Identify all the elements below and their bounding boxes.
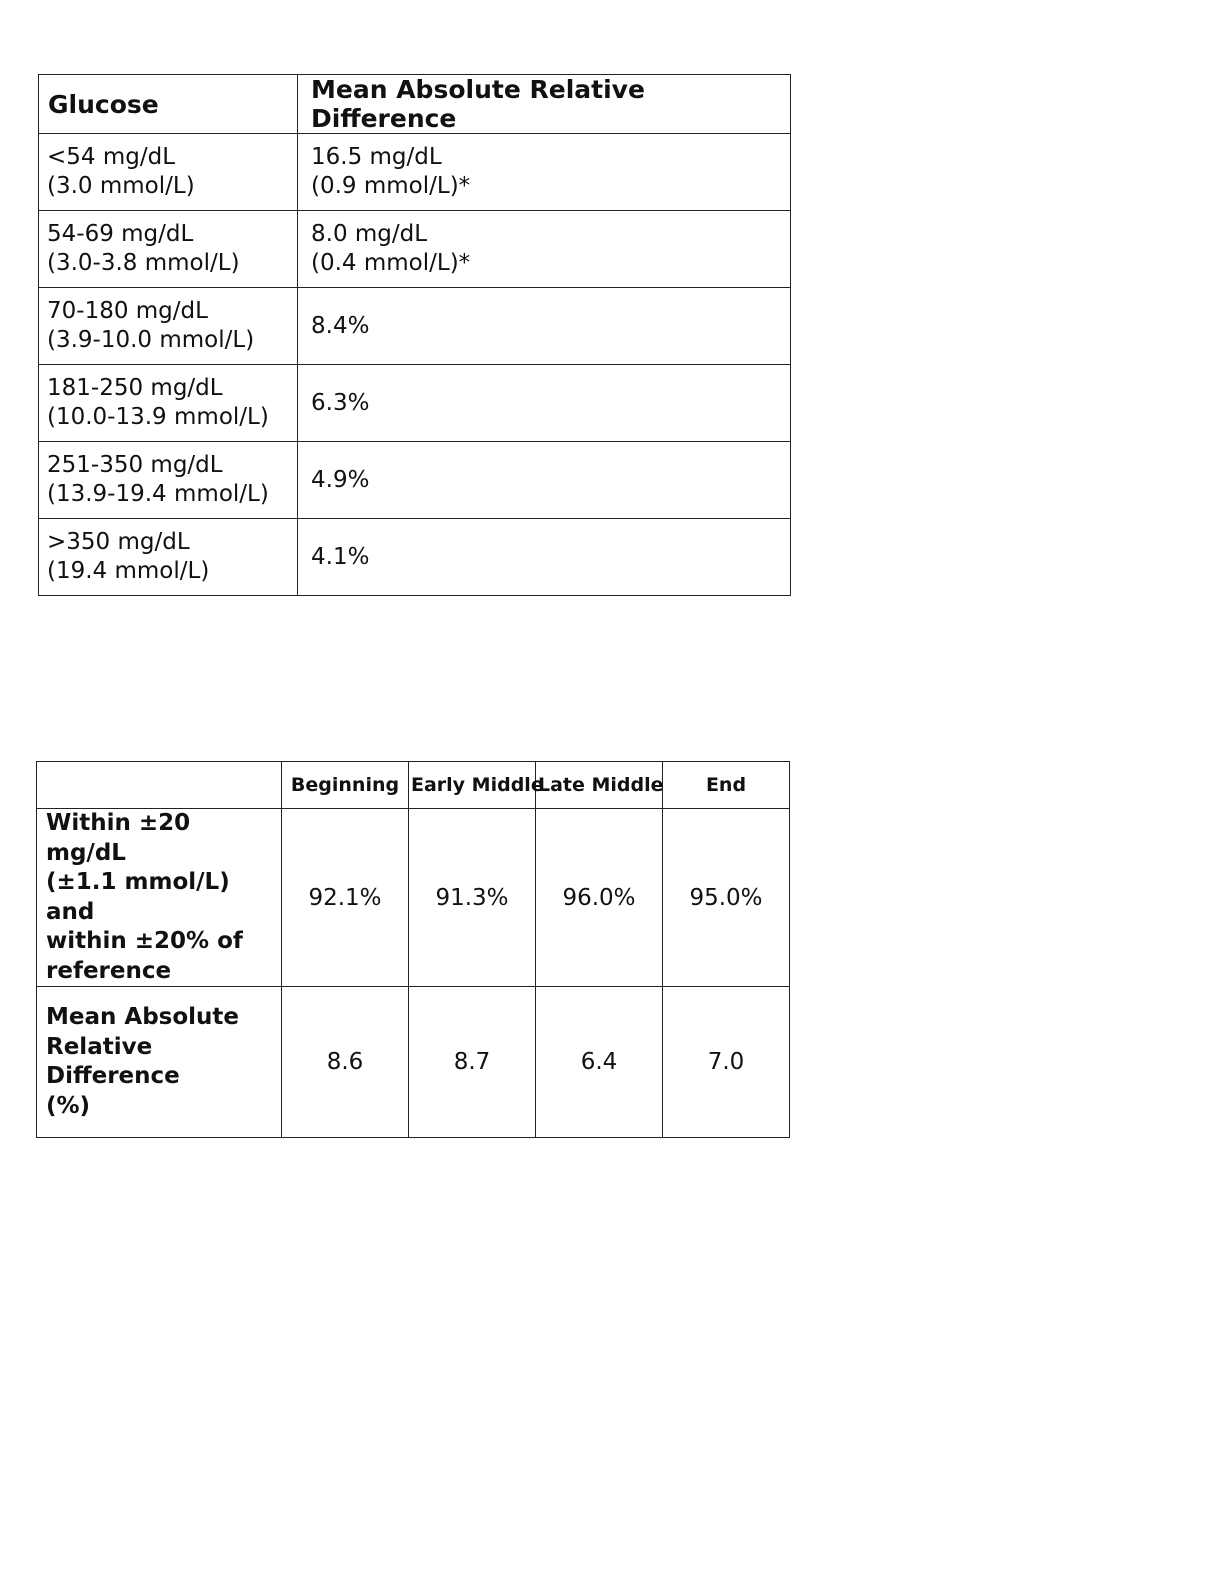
accuracy-by-wear-period-table bbox=[36, 761, 790, 1138]
glucose-range-cell bbox=[39, 442, 298, 519]
label-line: (%) bbox=[46, 1092, 91, 1119]
value-line1: 4.9% bbox=[311, 466, 370, 493]
header-empty bbox=[37, 762, 282, 809]
value-line1: 16.5 mg/dL bbox=[311, 144, 442, 170]
value-early-middle: 91.3% bbox=[409, 809, 536, 987]
mard-value-cell bbox=[298, 519, 791, 596]
label-line: Difference bbox=[46, 1063, 180, 1089]
mard-value-cell bbox=[298, 211, 791, 288]
table-row bbox=[37, 809, 790, 987]
range-mmol: (13.9-19.4 mmol/L) bbox=[47, 481, 269, 507]
table-header-row bbox=[37, 762, 790, 809]
row-label-mard bbox=[37, 987, 282, 1138]
table-row bbox=[37, 987, 790, 1138]
range-mmol: (3.0 mmol/L) bbox=[47, 173, 195, 199]
table-row bbox=[39, 365, 791, 442]
mard-value-cell bbox=[298, 134, 791, 211]
value-line2: (0.4 mmol/L)* bbox=[311, 250, 471, 276]
value-line1: 4.1% bbox=[311, 543, 370, 570]
label-line: within ±20% of bbox=[46, 928, 243, 954]
header-end: End bbox=[663, 762, 790, 809]
range-mg: 251-350 mg/dL bbox=[47, 452, 223, 478]
range-mmol: (3.9-10.0 mmol/L) bbox=[47, 327, 255, 353]
value-early-middle: 8.7 bbox=[409, 987, 536, 1138]
glucose-range-cell bbox=[39, 211, 298, 288]
value-late-middle: 6.4 bbox=[536, 987, 663, 1138]
range-mg: >350 mg/dL bbox=[47, 529, 190, 555]
value-end: 95.0% bbox=[663, 809, 790, 987]
range-mg: 70-180 mg/dL bbox=[47, 298, 208, 324]
header-glucose: Glucose bbox=[39, 75, 298, 134]
mard-by-glucose-range-table bbox=[38, 74, 791, 596]
value-end: 7.0 bbox=[663, 987, 790, 1138]
table-row bbox=[39, 519, 791, 596]
table-header-row bbox=[39, 75, 791, 134]
label-line: Relative bbox=[46, 1033, 153, 1060]
range-mmol: (3.0-3.8 mmol/L) bbox=[47, 250, 240, 276]
header-late-middle: Late Middle bbox=[536, 762, 663, 809]
table-row bbox=[39, 211, 791, 288]
label-line: Mean Absolute bbox=[46, 1004, 239, 1030]
row-label-within-20 bbox=[37, 809, 282, 987]
label-line: Within ±20 mg/dL bbox=[46, 810, 191, 866]
range-mg: 181-250 mg/dL bbox=[47, 375, 223, 401]
glucose-range-cell bbox=[39, 288, 298, 365]
value-line1: 8.0 mg/dL bbox=[311, 221, 428, 247]
mard-value-cell bbox=[298, 288, 791, 365]
glucose-range-cell bbox=[39, 134, 298, 211]
value-late-middle: 96.0% bbox=[536, 809, 663, 987]
range-mg: <54 mg/dL bbox=[47, 144, 176, 170]
value-beginning: 92.1% bbox=[282, 809, 409, 987]
label-line: (±1.1 mmol/L) and bbox=[46, 869, 230, 925]
range-mmol: (10.0-13.9 mmol/L) bbox=[47, 404, 269, 430]
value-line1: 6.3% bbox=[311, 389, 370, 416]
value-line1: 8.4% bbox=[311, 312, 370, 339]
table-row bbox=[39, 442, 791, 519]
value-line2: (0.9 mmol/L)* bbox=[311, 173, 471, 199]
mard-value-cell bbox=[298, 442, 791, 519]
glucose-range-cell bbox=[39, 365, 298, 442]
header-beginning: Beginning bbox=[282, 762, 409, 809]
value-beginning: 8.6 bbox=[282, 987, 409, 1138]
header-early-middle: Early Middle bbox=[409, 762, 536, 809]
table-row bbox=[39, 134, 791, 211]
label-line: reference bbox=[46, 957, 172, 984]
range-mmol: (19.4 mmol/L) bbox=[47, 558, 210, 584]
header-mard: Mean Absolute Relative Difference bbox=[298, 75, 791, 134]
glucose-range-cell bbox=[39, 519, 298, 596]
mard-value-cell bbox=[298, 365, 791, 442]
table-row bbox=[39, 288, 791, 365]
range-mg: 54-69 mg/dL bbox=[47, 221, 194, 247]
